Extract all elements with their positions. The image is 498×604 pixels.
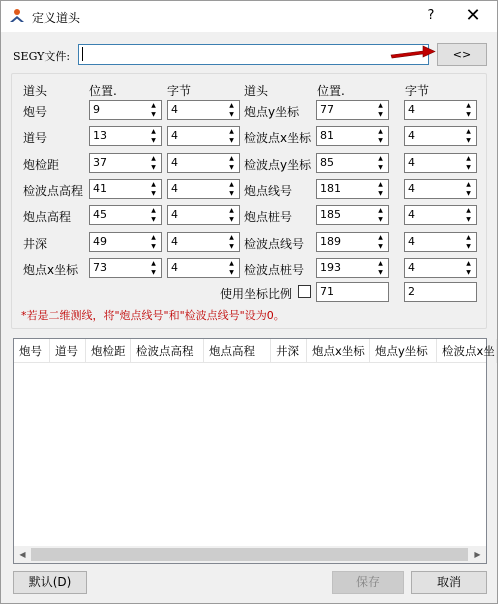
field-position-spinbox-value: 13 [93,129,107,142]
field-position-spinbox-value: 73 [93,261,107,274]
hint-note: *若是二维测线，将"炮点线号"和"检波点线号"设为0。 [21,309,285,322]
spin-down-icon[interactable]: ▼ [378,111,383,118]
field-position-spinbox[interactable] [89,153,162,173]
field-bytes-spinbox-value: 4 [171,156,178,169]
scroll-right-icon[interactable]: ▶ [474,550,481,559]
field-bytes-spinbox[interactable] [167,258,240,278]
field-position-spinbox[interactable] [316,232,389,252]
field-position-spinbox[interactable] [316,205,389,225]
spin-up-icon[interactable]: ▲ [378,260,383,267]
field-position-spinbox-value: 185 [320,208,341,221]
field-position-spinbox[interactable] [89,258,162,278]
coord-scale-bytes-value: 2 [408,285,415,298]
spin-up-icon[interactable]: ▲ [466,181,471,188]
coord-scale-pos-value: 71 [320,285,334,298]
spin-up-icon[interactable]: ▲ [229,207,234,214]
field-bytes-spinbox-value: 4 [408,261,415,274]
trace-header-table[interactable] [13,338,495,564]
spin-up-icon[interactable]: ▲ [378,207,383,214]
spin-up-icon[interactable]: ▲ [151,128,156,135]
spin-down-icon[interactable]: ▼ [151,269,156,276]
spin-up-icon[interactable]: ▲ [466,234,471,241]
column-header[interactable]: 炮号 [14,339,50,363]
spin-up-icon[interactable]: ▲ [378,128,383,135]
column-header[interactable]: 炮点x坐标 [307,339,370,363]
field-position-spinbox[interactable] [316,100,389,120]
spin-down-icon[interactable]: ▼ [229,137,234,144]
field-bytes-spinbox-value: 4 [408,208,415,221]
spin-down-icon[interactable]: ▼ [378,137,383,144]
spin-down-icon[interactable]: ▼ [151,216,156,223]
field-label: 检波点x坐标 [244,131,312,145]
spin-down-icon[interactable]: ▼ [378,190,383,197]
field-bytes-spinbox[interactable] [167,100,240,120]
field-position-spinbox[interactable] [316,258,389,278]
spin-up-icon[interactable]: ▲ [151,234,156,241]
field-position-spinbox[interactable] [316,179,389,199]
field-label: 炮点桩号 [244,210,293,224]
browse-button[interactable]: <> [437,43,487,66]
field-bytes-spinbox[interactable] [404,153,477,173]
spin-down-icon[interactable]: ▼ [466,269,471,276]
column-header[interactable]: 检波点高程 [131,339,204,363]
field-bytes-spinbox[interactable] [167,153,240,173]
field-bytes-spinbox[interactable] [404,232,477,252]
field-position-spinbox[interactable] [316,153,389,173]
field-bytes-spinbox-value: 4 [408,129,415,142]
spin-up-icon[interactable]: ▲ [378,234,383,241]
field-label: 炮号 [23,105,48,119]
coord-scale-label: 使用坐标比例 [220,287,293,301]
spin-up-icon[interactable]: ▲ [229,234,234,241]
spin-down-icon[interactable]: ▼ [466,243,471,250]
spin-up-icon[interactable]: ▲ [378,155,383,162]
spin-down-icon[interactable]: ▼ [229,243,234,250]
spin-down-icon[interactable]: ▼ [466,216,471,223]
table-header-row [14,339,495,363]
spin-up-icon[interactable]: ▲ [229,102,234,109]
field-position-spinbox[interactable] [316,126,389,146]
field-bytes-spinbox-value: 4 [171,261,178,274]
segy-file-label: SEGY文件: [13,50,71,63]
spin-up-icon[interactable]: ▲ [466,260,471,267]
spin-down-icon[interactable]: ▼ [378,216,383,223]
spin-down-icon[interactable]: ▼ [151,164,156,171]
coord-scale-bytes-input[interactable] [404,282,477,302]
field-bytes-spinbox[interactable] [167,205,240,225]
field-bytes-spinbox[interactable] [404,205,477,225]
field-bytes-spinbox[interactable] [404,100,477,120]
field-position-spinbox-value: 181 [320,182,341,195]
field-bytes-spinbox-value: 4 [171,129,178,142]
col-header-pos-right: 位置. [317,84,345,98]
spin-up-icon[interactable]: ▲ [229,181,234,188]
field-position-spinbox-value: 193 [320,261,341,274]
spin-up-icon[interactable]: ▲ [151,207,156,214]
spin-up-icon[interactable]: ▲ [378,102,383,109]
spin-down-icon[interactable]: ▼ [229,111,234,118]
spin-up-icon[interactable]: ▲ [466,207,471,214]
field-bytes-spinbox-value: 4 [408,156,415,169]
field-label: 炮点高程 [23,210,72,224]
spin-up-icon[interactable]: ▲ [466,102,471,109]
scroll-left-icon[interactable]: ◀ [19,550,26,559]
field-bytes-spinbox-value: 4 [408,182,415,195]
spin-down-icon[interactable]: ▼ [229,164,234,171]
field-position-spinbox[interactable] [89,100,162,120]
field-position-spinbox[interactable] [89,232,162,252]
spin-down-icon[interactable]: ▼ [151,190,156,197]
field-label: 炮检距 [23,158,60,172]
help-button[interactable]: ? [427,8,435,23]
window-title: 定义道头 [32,11,81,25]
field-label: 检波点线号 [244,237,305,251]
spin-up-icon[interactable]: ▲ [151,155,156,162]
field-bytes-spinbox[interactable] [404,179,477,199]
spin-down-icon[interactable]: ▼ [229,269,234,276]
field-bytes-spinbox[interactable] [404,258,477,278]
spin-down-icon[interactable]: ▼ [466,111,471,118]
field-label: 检波点桩号 [244,263,305,277]
column-header[interactable]: 炮点y坐标 [370,339,437,363]
field-label: 井深 [23,237,48,251]
field-position-spinbox[interactable] [89,179,162,199]
segy-file-input[interactable] [78,44,429,65]
field-position-spinbox-value: 189 [320,235,341,248]
field-position-spinbox-value: 77 [320,103,334,116]
field-label: 检波点y坐标 [244,158,312,172]
field-position-spinbox[interactable] [89,205,162,225]
field-position-spinbox-value: 49 [93,235,107,248]
field-bytes-spinbox[interactable] [167,179,240,199]
field-position-spinbox-value: 41 [93,182,107,195]
field-bytes-spinbox-value: 4 [171,103,178,116]
field-position-spinbox-value: 45 [93,208,107,221]
column-header[interactable]: 井深 [271,339,307,363]
spin-up-icon[interactable]: ▲ [466,155,471,162]
text-caret [82,47,83,61]
col-header-name-left: 道头 [23,84,48,98]
spin-up-icon[interactable]: ▲ [151,102,156,109]
field-label: 炮点y坐标 [244,105,300,119]
title-bar [1,1,497,32]
col-header-name-right: 道头 [244,84,269,98]
spin-down-icon[interactable]: ▼ [229,216,234,223]
spin-down-icon[interactable]: ▼ [151,137,156,144]
spin-up-icon[interactable]: ▲ [378,181,383,188]
field-position-spinbox-value: 37 [93,156,107,169]
cancel-button[interactable]: 取消 [411,571,487,594]
save-button[interactable]: 保存 [332,571,404,594]
field-position-spinbox-value: 85 [320,156,334,169]
field-label: 炮点线号 [244,184,293,198]
field-bytes-spinbox-value: 4 [408,235,415,248]
field-bytes-spinbox[interactable] [167,126,240,146]
close-button[interactable]: ✕ [465,5,481,26]
field-bytes-spinbox-value: 4 [171,182,178,195]
col-header-byte-right: 字节 [405,84,430,98]
coord-scale-checkbox[interactable] [298,285,311,298]
spin-down-icon[interactable]: ▼ [151,111,156,118]
spin-down-icon[interactable]: ▼ [466,190,471,197]
field-label: 道号 [23,131,48,145]
field-position-spinbox[interactable] [89,126,162,146]
horizontal-scrollbar[interactable] [14,546,486,563]
spin-up-icon[interactable]: ▲ [229,260,234,267]
field-bytes-spinbox-value: 4 [408,103,415,116]
spin-down-icon[interactable]: ▼ [229,190,234,197]
field-position-spinbox-value: 81 [320,129,334,142]
spin-down-icon[interactable]: ▼ [378,243,383,250]
col-header-pos-left: 位置. [89,84,117,98]
column-header[interactable]: 检波点x坐 [437,339,497,363]
field-label: 炮点x坐标 [23,263,79,277]
spin-up-icon[interactable]: ▲ [229,155,234,162]
spin-up-icon[interactable]: ▲ [466,128,471,135]
red-arrow-icon [389,45,437,61]
spin-down-icon[interactable]: ▼ [151,243,156,250]
spin-down-icon[interactable]: ▼ [466,137,471,144]
field-bytes-spinbox-value: 4 [171,235,178,248]
column-header[interactable]: 炮检距 [86,339,131,363]
spin-down-icon[interactable]: ▼ [466,164,471,171]
coord-scale-pos-input[interactable] [316,282,389,302]
column-header[interactable]: 道号 [50,339,86,363]
scroll-thumb[interactable] [31,548,468,561]
app-logo-icon [9,8,25,24]
field-position-spinbox-value: 9 [93,103,100,116]
spin-up-icon[interactable]: ▲ [151,181,156,188]
spin-down-icon[interactable]: ▼ [378,269,383,276]
col-header-byte-left: 字节 [167,84,192,98]
default-button[interactable]: 默认(D) [13,571,87,594]
field-bytes-spinbox-value: 4 [171,208,178,221]
spin-up-icon[interactable]: ▲ [229,128,234,135]
spin-down-icon[interactable]: ▼ [378,164,383,171]
spin-up-icon[interactable]: ▲ [151,260,156,267]
field-bytes-spinbox[interactable] [404,126,477,146]
field-label: 检波点高程 [23,184,84,198]
field-bytes-spinbox[interactable] [167,232,240,252]
column-header[interactable]: 炮点高程 [204,339,271,363]
